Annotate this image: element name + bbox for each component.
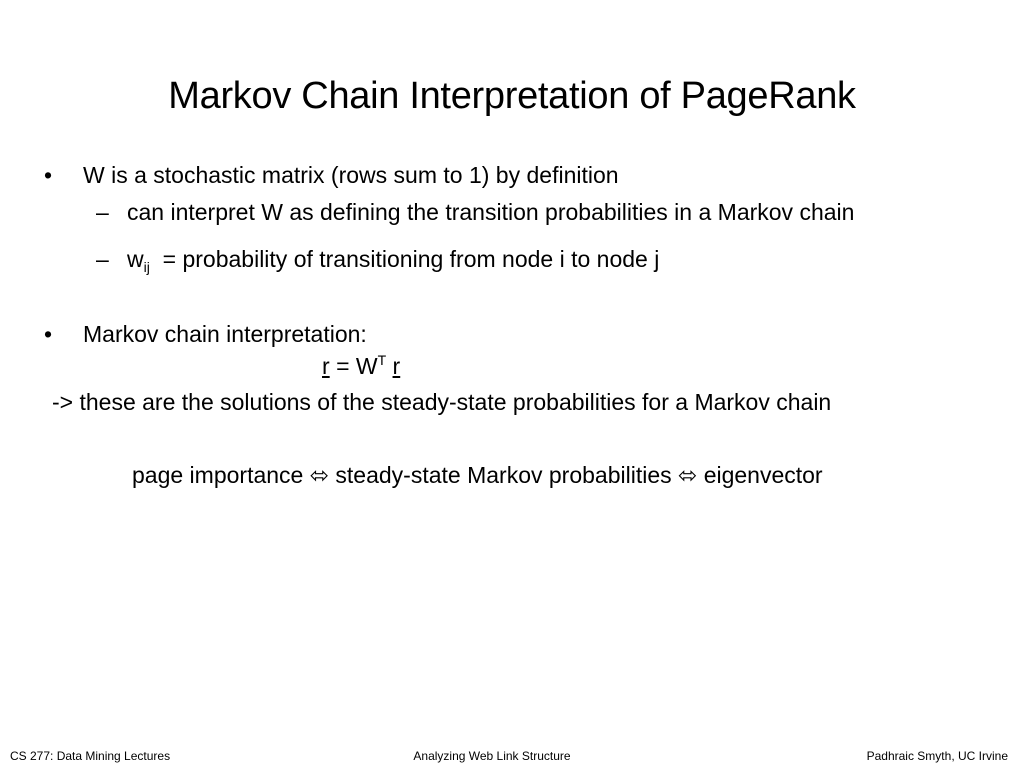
equivalence-line	[132, 460, 823, 490]
sub-bullet-text: = probability of transitioning from node i to node j	[162, 246, 660, 272]
sub-bullet-transition	[96, 197, 854, 227]
sub-bullet-marker: –	[96, 246, 109, 272]
bullet-markov-interpretation	[44, 319, 367, 349]
vector-r-lhs: r	[322, 353, 330, 379]
footer-right: Padhraic Smyth, UC Irvine	[866, 749, 1008, 763]
bullet-marker: •	[44, 321, 53, 347]
solutions-line: -> these are the solutions of the steady-state probabilities for a Markov chain	[52, 389, 832, 415]
double-arrow-icon: ⬄	[309, 462, 330, 488]
vector-r-rhs: r	[392, 353, 401, 379]
bullet-text: W is a stochastic matrix (rows sum to 1) by definition	[83, 162, 619, 188]
sub-bullet-marker: –	[96, 199, 109, 225]
footer-center: Analyzing Web Link Structure	[413, 749, 571, 763]
bullet-marker: •	[44, 162, 53, 188]
bullet-stochastic-matrix	[44, 160, 619, 190]
equation-equals-w: = W	[336, 353, 378, 379]
footer-left: CS 277: Data Mining Lectures	[10, 749, 171, 763]
variable-w: w	[127, 246, 144, 272]
slide-title: Markov Chain Interpretation of PageRank	[168, 75, 856, 117]
subscript-ij: ij	[143, 259, 150, 275]
sub-bullet-text: can interpret W as defining the transition probabilities in a Markov chain	[127, 199, 855, 225]
equation	[322, 351, 400, 381]
superscript-t: T	[377, 352, 387, 368]
double-arrow-icon: ⬄	[678, 462, 698, 488]
equivalence-steady-state: steady-state Markov probabilities	[335, 462, 672, 488]
sub-bullet-wij-definition	[96, 244, 659, 274]
equivalence-page-importance: page importance	[132, 462, 304, 488]
bullet-text: Markov chain interpretation:	[83, 321, 367, 347]
equivalence-eigenvector: eigenvector	[703, 462, 823, 488]
